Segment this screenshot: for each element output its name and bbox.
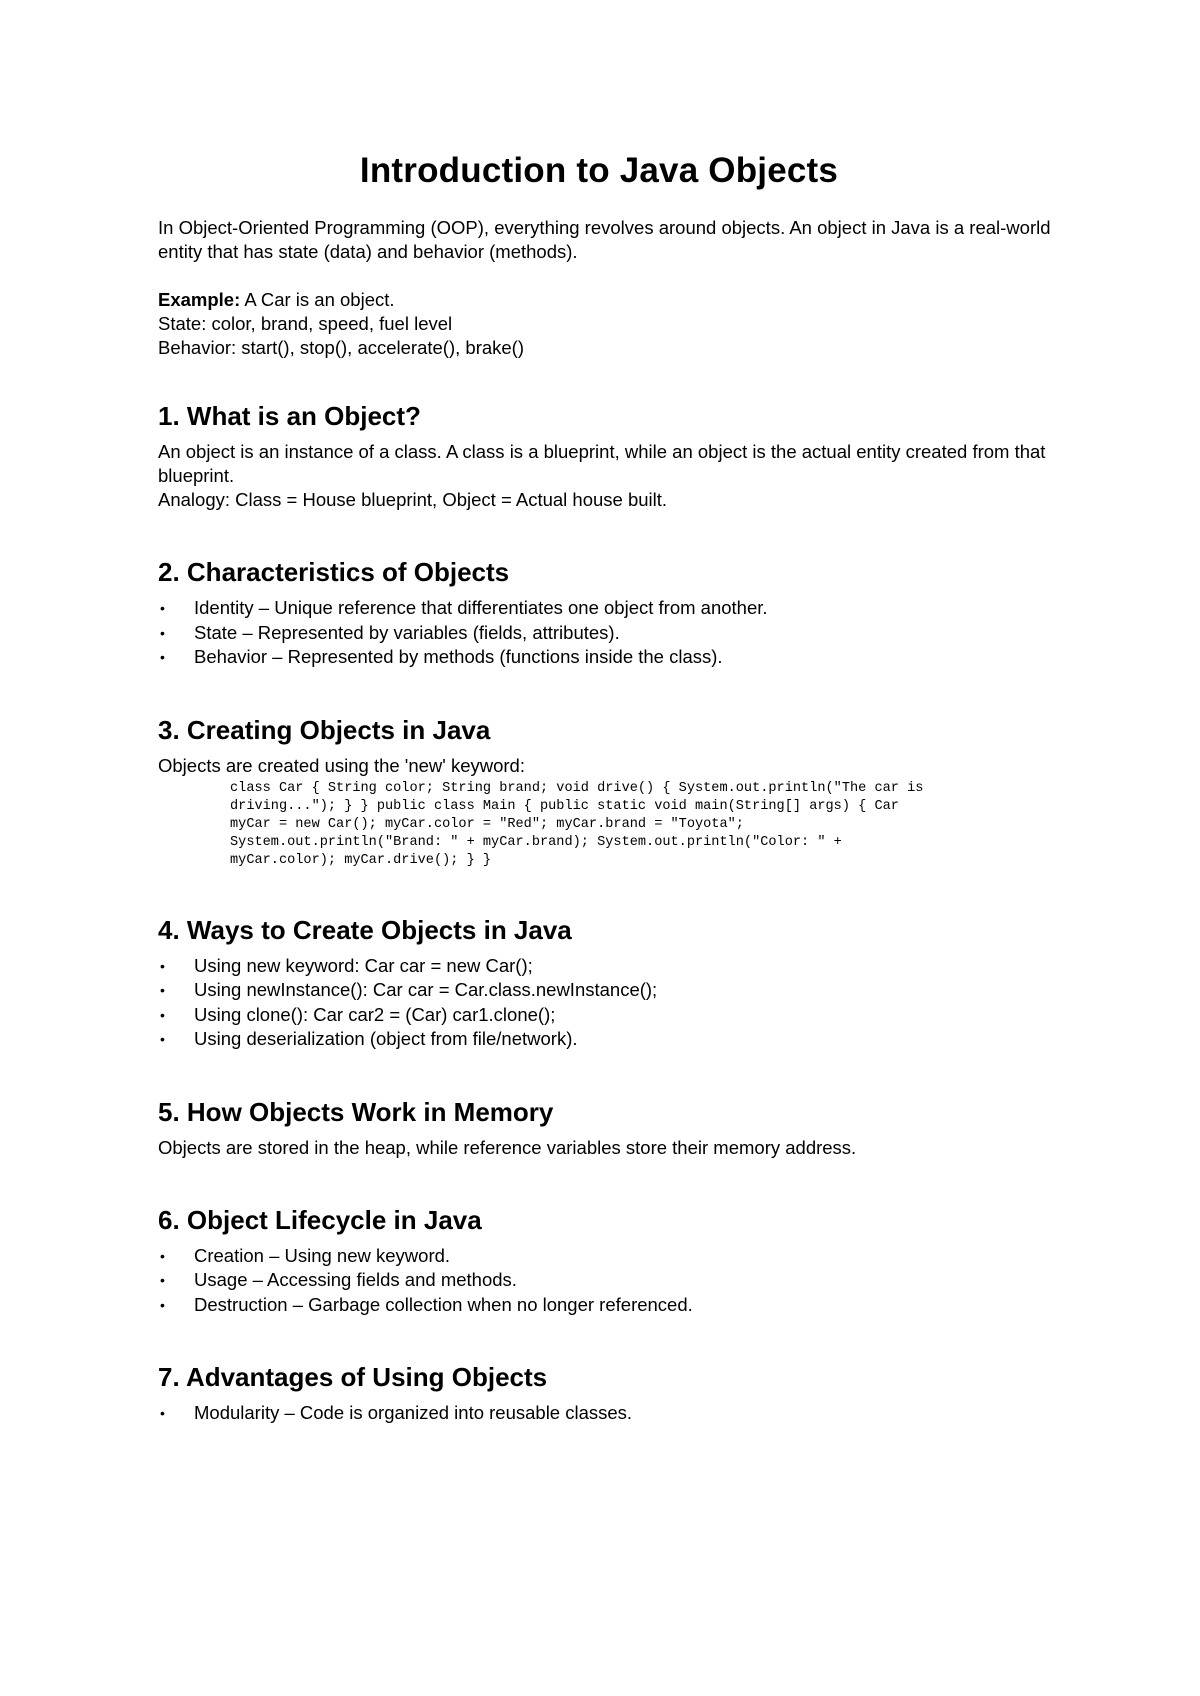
bullet-icon: • bbox=[160, 1272, 165, 1288]
section-2-heading: 2. Characteristics of Objects bbox=[158, 557, 510, 587]
code-block: class Car { String color; String brand; void drive() { System.out.println("The car is driving..."); } } public class Main { public static void main(String[] args) { Car myCar = new Car(); myCar.color = "Red"; myCar.brand = "Toyota"; System.out.println("Brand: " + myCar.brand); System.out.println("Color: " + myCar.color); myCar.drive(); } } bbox=[230, 780, 924, 868]
list-item bbox=[158, 1401, 1058, 1426]
page-title: Introduction to Java Objects bbox=[359, 151, 839, 190]
section-1-analogy: Analogy: Class = House blueprint, Object = Actual house built. bbox=[158, 489, 668, 510]
section-5-heading: 5. How Objects Work in Memory bbox=[158, 1096, 554, 1127]
list-item-text: Creation – Using new keyword. bbox=[194, 1244, 451, 1266]
intro-paragraph: In Object-Oriented Programming (OOP), everything revolves around objects. An object in Java is a real-world entity that has state (data) and behavior (methods). bbox=[158, 217, 1051, 262]
bullet-icon: • bbox=[160, 1247, 165, 1264]
list-item-text: State – Represented by variables (fields, attributes). bbox=[194, 621, 620, 643]
list-item bbox=[158, 1244, 1058, 1269]
section-6-list bbox=[158, 1244, 1058, 1318]
example-block bbox=[158, 288, 1058, 360]
list-item bbox=[158, 645, 1058, 670]
bullet-icon: • bbox=[160, 982, 165, 998]
section-7-list bbox=[158, 1401, 1058, 1426]
list-item-text: Identity – Unique reference that differentiates one object from another. bbox=[194, 597, 768, 618]
list-item-text: Modularity – Code is organized into reusable classes. bbox=[194, 1402, 633, 1423]
list-item bbox=[158, 954, 1058, 979]
example-state: State: color, brand, speed, fuel level bbox=[158, 313, 453, 334]
bullet-icon: • bbox=[160, 600, 165, 616]
list-item-text: Using deserialization (object from file/network). bbox=[194, 1028, 578, 1049]
section-5-text: Objects are stored in the heap, while reference variables store their memory address. bbox=[158, 1136, 857, 1158]
section-2-list bbox=[158, 596, 1058, 670]
list-item bbox=[158, 621, 1058, 646]
example-label: Example: bbox=[158, 289, 241, 310]
section-4-heading: 4. Ways to Create Objects in Java bbox=[158, 914, 572, 945]
bullet-icon: • bbox=[160, 957, 165, 974]
section-3-text: Objects are created using the 'new' keyword: bbox=[158, 754, 525, 776]
example-behavior: Behavior: start(), stop(), accelerate(), brake() bbox=[158, 337, 524, 358]
list-item-text: Using new keyword: Car car = new Car(); bbox=[194, 954, 533, 976]
list-item-text: Destruction – Garbage collection when no longer referenced. bbox=[194, 1293, 693, 1315]
list-item-text: Behavior – Represented by methods (functions inside the class). bbox=[194, 646, 723, 667]
bullet-icon: • bbox=[160, 1031, 165, 1047]
list-item bbox=[158, 1003, 1058, 1028]
bullet-icon: • bbox=[160, 1006, 165, 1023]
bullet-icon: • bbox=[160, 624, 165, 641]
bullet-icon: • bbox=[160, 1405, 165, 1421]
list-item-text: Usage – Accessing fields and methods. bbox=[194, 1269, 517, 1290]
document-page bbox=[158, 150, 1058, 1426]
bullet-icon: • bbox=[160, 649, 165, 665]
example-text: A Car is an object. bbox=[240, 289, 395, 310]
section-6-heading: 6. Object Lifecycle in Java bbox=[158, 1204, 482, 1235]
bullet-icon: • bbox=[160, 1296, 165, 1313]
section-1-heading: 1. What is an Object? bbox=[158, 401, 421, 431]
example-line bbox=[158, 288, 1058, 312]
list-item bbox=[158, 596, 1058, 621]
list-item bbox=[158, 1293, 1058, 1318]
list-item-text: Using clone(): Car car2 = (Car) car1.clone(); bbox=[194, 1003, 556, 1025]
section-1-text: An object is an instance of a class. A class is a blueprint, while an object is the actual entity created from that blueprint. bbox=[158, 441, 1046, 486]
list-item bbox=[158, 1027, 1058, 1052]
section-3-heading: 3. Creating Objects in Java bbox=[158, 714, 491, 745]
list-item bbox=[158, 978, 1058, 1003]
list-item-text: Using newInstance(): Car car = Car.class.newInstance(); bbox=[194, 979, 658, 1000]
section-4-list bbox=[158, 954, 1058, 1052]
list-item bbox=[158, 1268, 1058, 1293]
section-7-heading: 7. Advantages of Using Objects bbox=[158, 1362, 548, 1392]
